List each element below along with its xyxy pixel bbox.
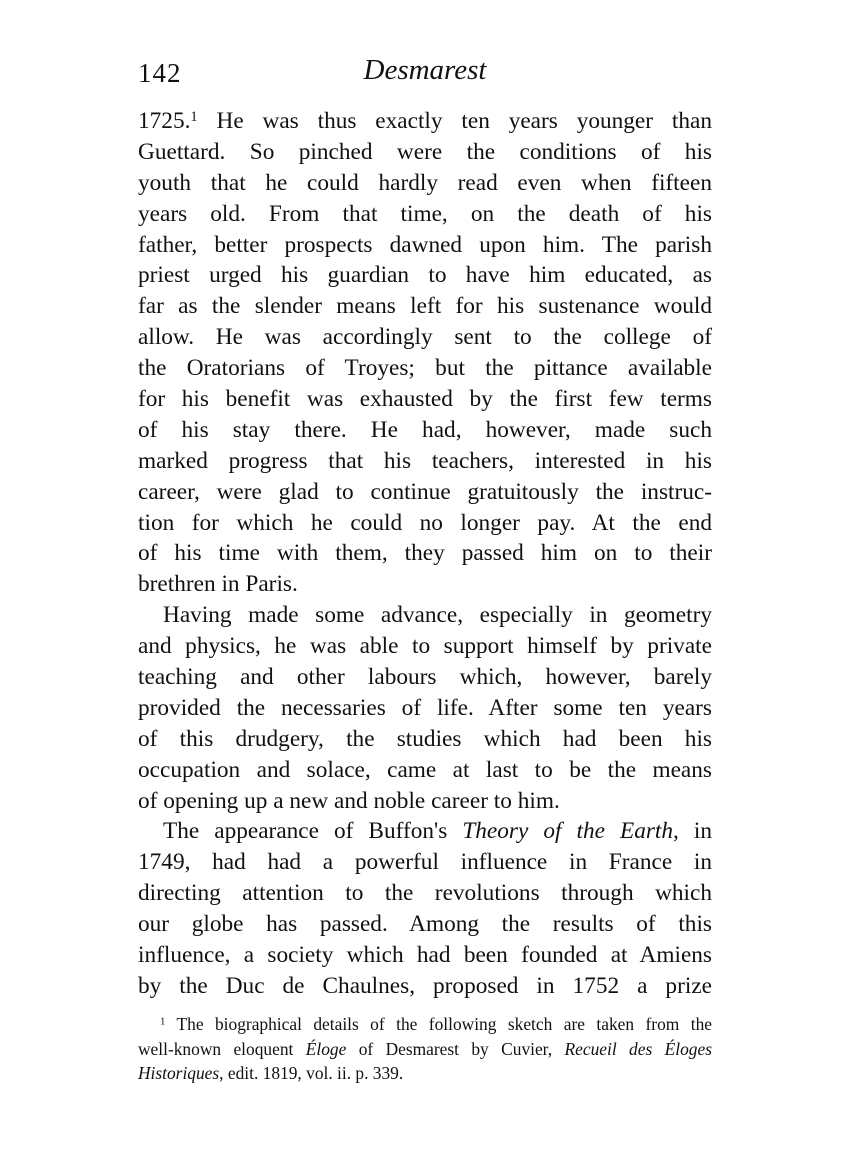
text-line: and physics, he was able to support himself by private [138, 633, 712, 660]
text-line: our globe has passed. Among the results of this [138, 911, 712, 938]
work-title: Historiques, [138, 1063, 224, 1083]
text-line: tion for which he could no longer pay. At the end [138, 509, 712, 536]
text-line: of his time with them, they passed him on to their [138, 540, 712, 567]
text-line: of opening up a new and noble career to him. [138, 787, 560, 814]
text-line: 1725.$^1$ He was thus exactly ten years younger than [138, 108, 712, 134]
text-line: for his benefit was exhausted by the first few terms [138, 386, 712, 413]
text-line: years old. From that time, on the death of his [138, 200, 712, 227]
text-line: teaching and other labours which, however, barely [138, 664, 712, 691]
text-line: allow. He was accordingly sent to the college of [138, 324, 712, 351]
text-line: brethren in Paris. [138, 571, 298, 598]
body-text [138, 106, 712, 1002]
footnote-line: $^1$ The biographical details of the following sketch are taken from the [160, 1014, 712, 1034]
text-line: provided the necessaries of life. After some ten years [138, 694, 712, 721]
text-line: influence, a society which had been founded at Amiens [138, 942, 712, 969]
footnote-line: Historiques, edit. 1819, vol. ii. p. 339. [138, 1063, 404, 1083]
text-line: The appearance of Buffon's Theory of the Earth, in [163, 818, 713, 845]
footnote-reference[interactable]: 1 [190, 108, 198, 125]
text-line: Having made some advance, especially in geometry [163, 602, 712, 629]
text-line: 1749, had had a powerful influence in France in [138, 849, 712, 876]
text-line: father, better prospects dawned upon him. The parish [138, 231, 712, 258]
footnote-marker: 1 [160, 1015, 166, 1028]
text-line: far as the slender means left for his sustenance would [138, 293, 712, 320]
work-title: Recueil des Éloges [564, 1038, 712, 1059]
text-line: Guettard. So pinched were the conditions of his [138, 138, 712, 165]
running-head: Desmarest [363, 54, 487, 86]
footnote [138, 1012, 712, 1086]
book-title: Theory of the Earth, [462, 818, 679, 845]
text-line: career, were glad to continue gratuitously the instruc- [138, 478, 712, 505]
text-line: the Oratorians of Troyes; but the pittance available [138, 355, 712, 382]
work-title: Éloge [305, 1038, 347, 1059]
text-line: occupation and solace, came at last to be the means [138, 756, 712, 783]
text-line: of his stay there. He had, however, made such [138, 416, 712, 443]
footnote-line: well-known eloquent Éloge of Desmarest by Cuvier, Recueil des Éloges [138, 1038, 712, 1059]
text-line: of this drudgery, the studies which had been his [138, 725, 712, 752]
text-line: marked progress that his teachers, interested in his [138, 447, 712, 474]
text-line: directing attention to the revolutions through which [138, 880, 712, 907]
year-lead: 1725. [138, 108, 191, 134]
text-line: youth that he could hardly read even when fifteen [138, 169, 712, 196]
text-line: by the Duc de Chaulnes, proposed in 1752 a prize [138, 972, 712, 999]
page-number: 142 [138, 58, 182, 88]
text-line: priest urged his guardian to have him educated, as [138, 262, 712, 289]
page-header [138, 54, 712, 94]
